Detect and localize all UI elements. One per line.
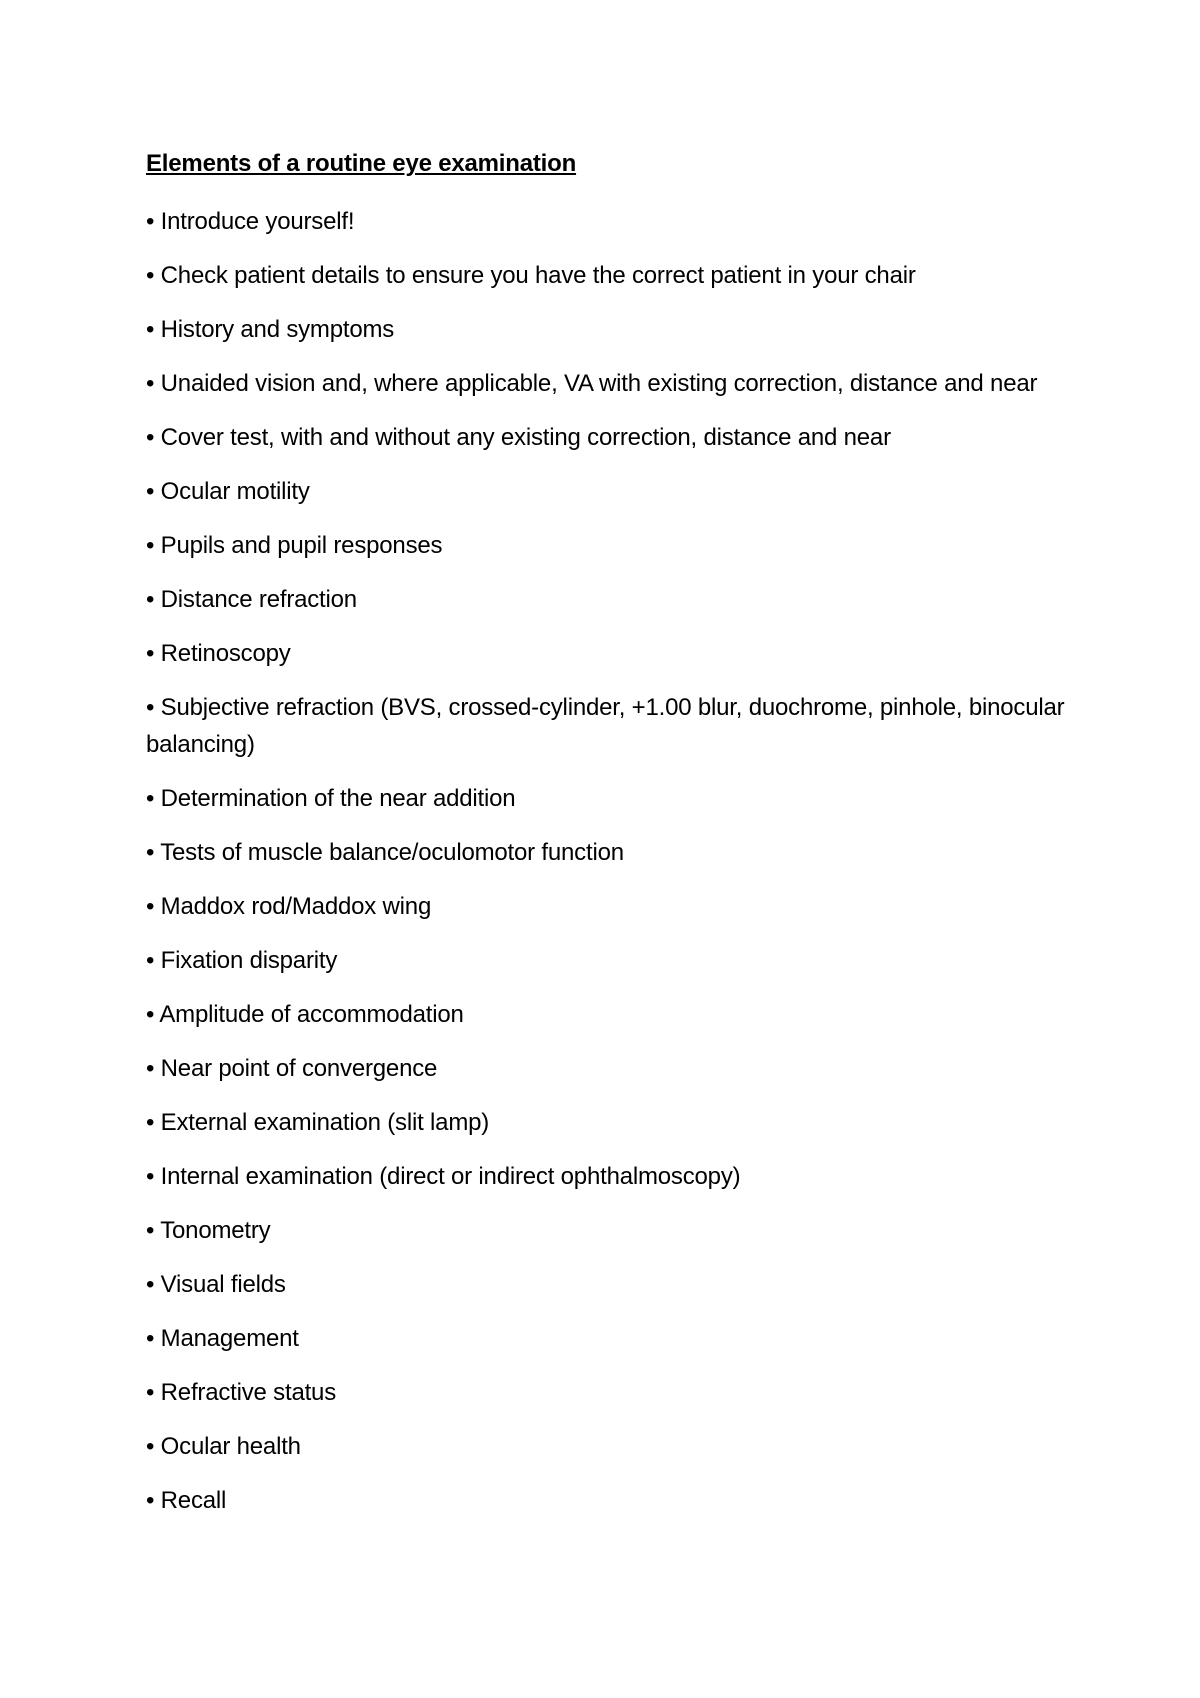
list-item: • Ocular health	[146, 1433, 301, 1460]
list-item: • History and symptoms	[146, 316, 395, 343]
list-item: • Subjective refraction (BVS, crossed-cylinder, +1.00 blur, duochrome, pinhole, binocular balancing)	[146, 694, 1065, 758]
list-item: • Ocular motility	[146, 478, 310, 505]
document-title: Elements of a routine eye examination	[146, 150, 577, 177]
list-item: • Maddox rod/Maddox wing	[146, 893, 432, 920]
list-item: • Cover test, with and without any existing correction, distance and near	[146, 424, 891, 451]
list-item: • Pupils and pupil responses	[146, 532, 443, 559]
list-item: • Unaided vision and, where applicable, VA with existing correction, distance and near	[146, 370, 1038, 397]
list-item: • Check patient details to ensure you have the correct patient in your chair	[146, 262, 916, 289]
list-item: • External examination (slit lamp)	[146, 1109, 490, 1136]
list-item: • Recall	[146, 1487, 227, 1514]
document-content	[146, 150, 1066, 1536]
list-item: • Distance refraction	[146, 586, 357, 613]
list-item: • Determination of the near addition	[146, 785, 516, 812]
list-item: • Refractive status	[146, 1379, 337, 1406]
list-item: • Visual fields	[146, 1271, 286, 1298]
list-item: • Amplitude of accommodation	[146, 1001, 464, 1028]
list-item: • Tests of muscle balance/oculomotor function	[146, 839, 624, 866]
list-item: • Management	[146, 1325, 299, 1352]
list-item: • Tonometry	[146, 1217, 271, 1244]
list-item: • Near point of convergence	[146, 1055, 438, 1082]
exam-elements-list	[146, 203, 1066, 1519]
list-item: • Introduce yourself!	[146, 208, 355, 235]
list-item: • Internal examination (direct or indirect ophthalmoscopy)	[146, 1163, 741, 1190]
list-item: • Retinoscopy	[146, 640, 291, 667]
list-item: • Fixation disparity	[146, 947, 338, 974]
